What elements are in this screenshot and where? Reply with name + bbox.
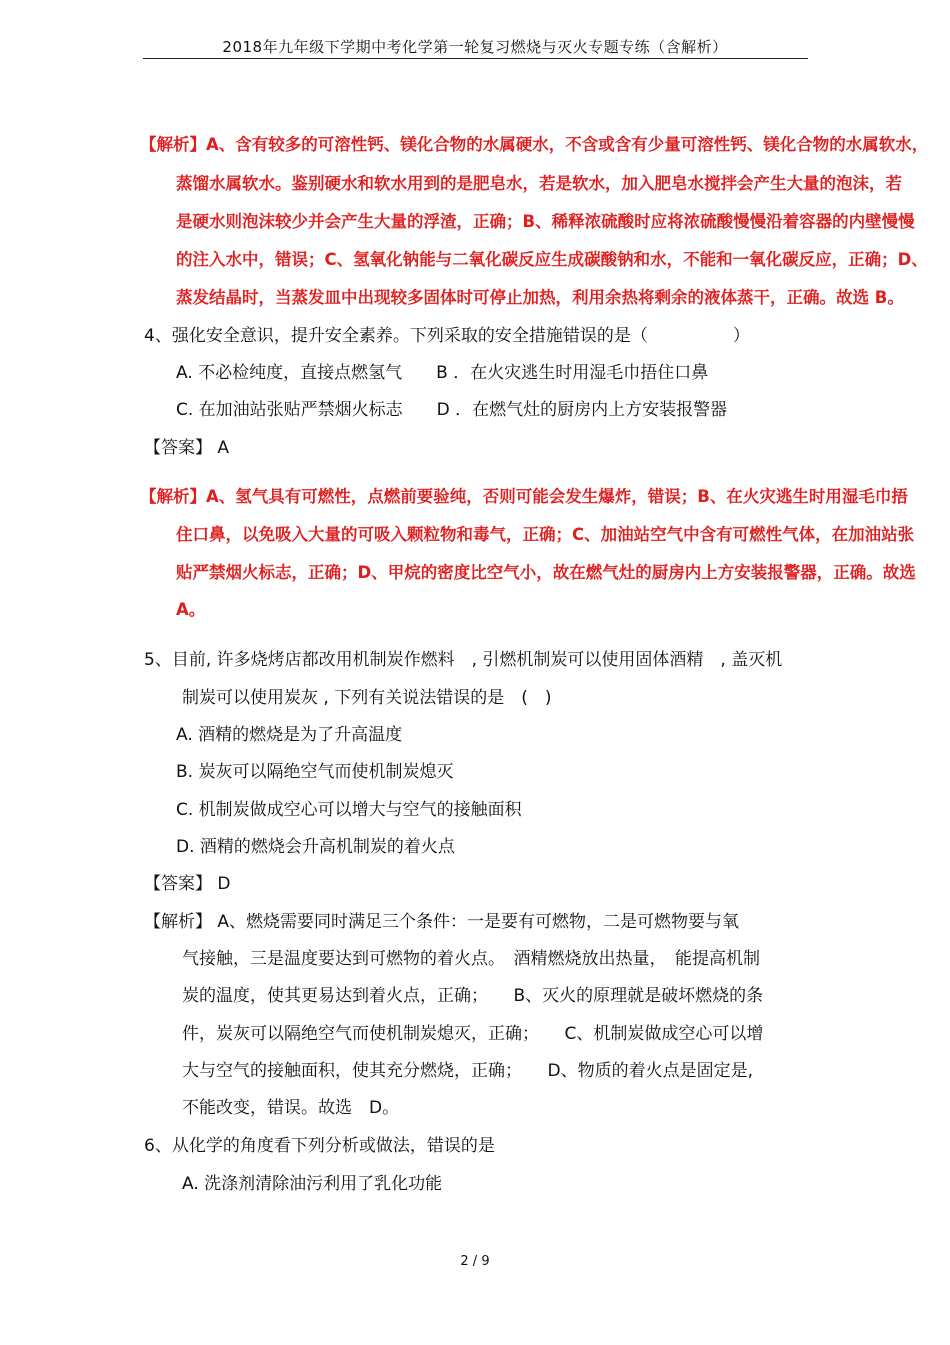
q4-analysis-line-1: 【解析】A、氢气具有可燃性，点燃前要验纯，否则可能会发生爆炸，错误；B、在火灾逃生时用湿毛巾捂 [140,487,908,506]
q5-analysis-line-1: 【解析】 A、燃烧需要同时满足三个条件：一是要有可燃物，二是可燃物要与氧 [144,912,740,932]
q5-option-a: A. 酒精的燃烧是为了升高温度 [176,725,403,745]
q5-analysis-line-5: 大与空气的接触面积，使其充分燃烧，正确； D、物质的着火点是固定是, [182,1061,753,1081]
q5-analysis-line-6: 不能改变，错误。故选 D。 [182,1098,400,1118]
q5-stem-line-1: 5、目前, 许多烧烤店都改用机制炭作燃料 , 引燃机制炭可以使用固体酒精 , 盖灭机 [144,650,783,670]
q5-option-c: C. 机制炭做成空心可以增大与空气的接触面积 [176,800,522,820]
q3-analysis-line-1: 【解析】A、含有较多的可溶性钙、镁化合物的水属硬水，不含或含有少量可溶性钙、镁化合物的水属软水， [140,135,929,154]
q4-options-row-1: A. 不必检纯度，直接点燃氢气 B ．在火灾逃生时用湿毛巾捂住口鼻 [176,363,709,383]
q3-analysis-line-5: 蒸发结晶时，当蒸发皿中出现较多固体时可停止加热，利用余热将剩余的液体蒸干，正确。故选 B。 [176,288,904,307]
q3-analysis-line-2: 蒸馏水属软水。鉴别硬水和软水用到的是肥皂水，若是软水，加入肥皂水搅拌会产生大量的泡沫，若 [176,174,902,193]
q6-option-a: A. 洗涤剂清除油污利用了乳化功能 [182,1174,443,1194]
header-rule [143,58,808,59]
q5-analysis-line-4: 件，炭灰可以隔绝空气而使机制炭熄灭，正确； C、机制炭做成空心可以增 [182,1024,764,1044]
q3-analysis-line-4: 的注入水中，错误；C、氢氧化钠能与二氧化碳反应生成碳酸钠和水，不能和一氧化碳反应，正确；D、 [176,250,928,269]
q4-options-row-2: C. 在加油站张贴严禁烟火标志 D ．在燃气灶的厨房内上方安装报警器 [176,400,728,420]
q3-analysis-line-3: 是硬水则泡沫较少并会产生大量的浮渣，正确；B、稀释浓硫酸时应将浓硫酸慢慢沿着容器的内壁慢慢 [176,212,915,231]
q5-stem-line-2: 制炭可以使用炭灰 , 下列有关说法错误的是 ( ) [182,688,552,708]
q5-answer: 【答案】 D [144,874,231,894]
q6-stem: 6、从化学的角度看下列分析或做法，错误的是 [144,1136,495,1156]
q4-answer: 【答案】 A [144,438,230,458]
q5-option-d: D. 酒精的燃烧会升高机制炭的着火点 [176,837,455,857]
q5-option-b: B. 炭灰可以隔绝空气而使机制炭熄灭 [176,762,454,782]
page-number: 2 / 9 [460,1254,490,1269]
q4-analysis-line-4: A。 [176,600,206,619]
q4-analysis-line-2: 住口鼻，以免吸入大量的可吸入颗粒物和毒气，正确；C、加油站空气中含有可燃性气体，在加油站张 [176,525,915,544]
q4-analysis-line-3: 贴严禁烟火标志，正确；D、甲烷的密度比空气小，故在燃气灶的厨房内上方安装报警器，正确。故选 [176,563,916,582]
q5-analysis-line-2: 气接触，三是温度要达到可燃物的着火点。 酒精燃烧放出热量， 能提高机制 [182,949,760,969]
document-header: 2018年九年级下学期中考化学第一轮复习燃烧与灭火专题专练（含解析） [222,38,728,56]
q5-analysis-line-3: 炭的温度，使其更易达到着火点，正确； B、灭火的原理就是破坏燃烧的条 [182,986,764,1006]
q4-stem: 4、强化安全意识，提升安全素养。下列采取的安全措施错误的是（ ） [144,326,750,346]
